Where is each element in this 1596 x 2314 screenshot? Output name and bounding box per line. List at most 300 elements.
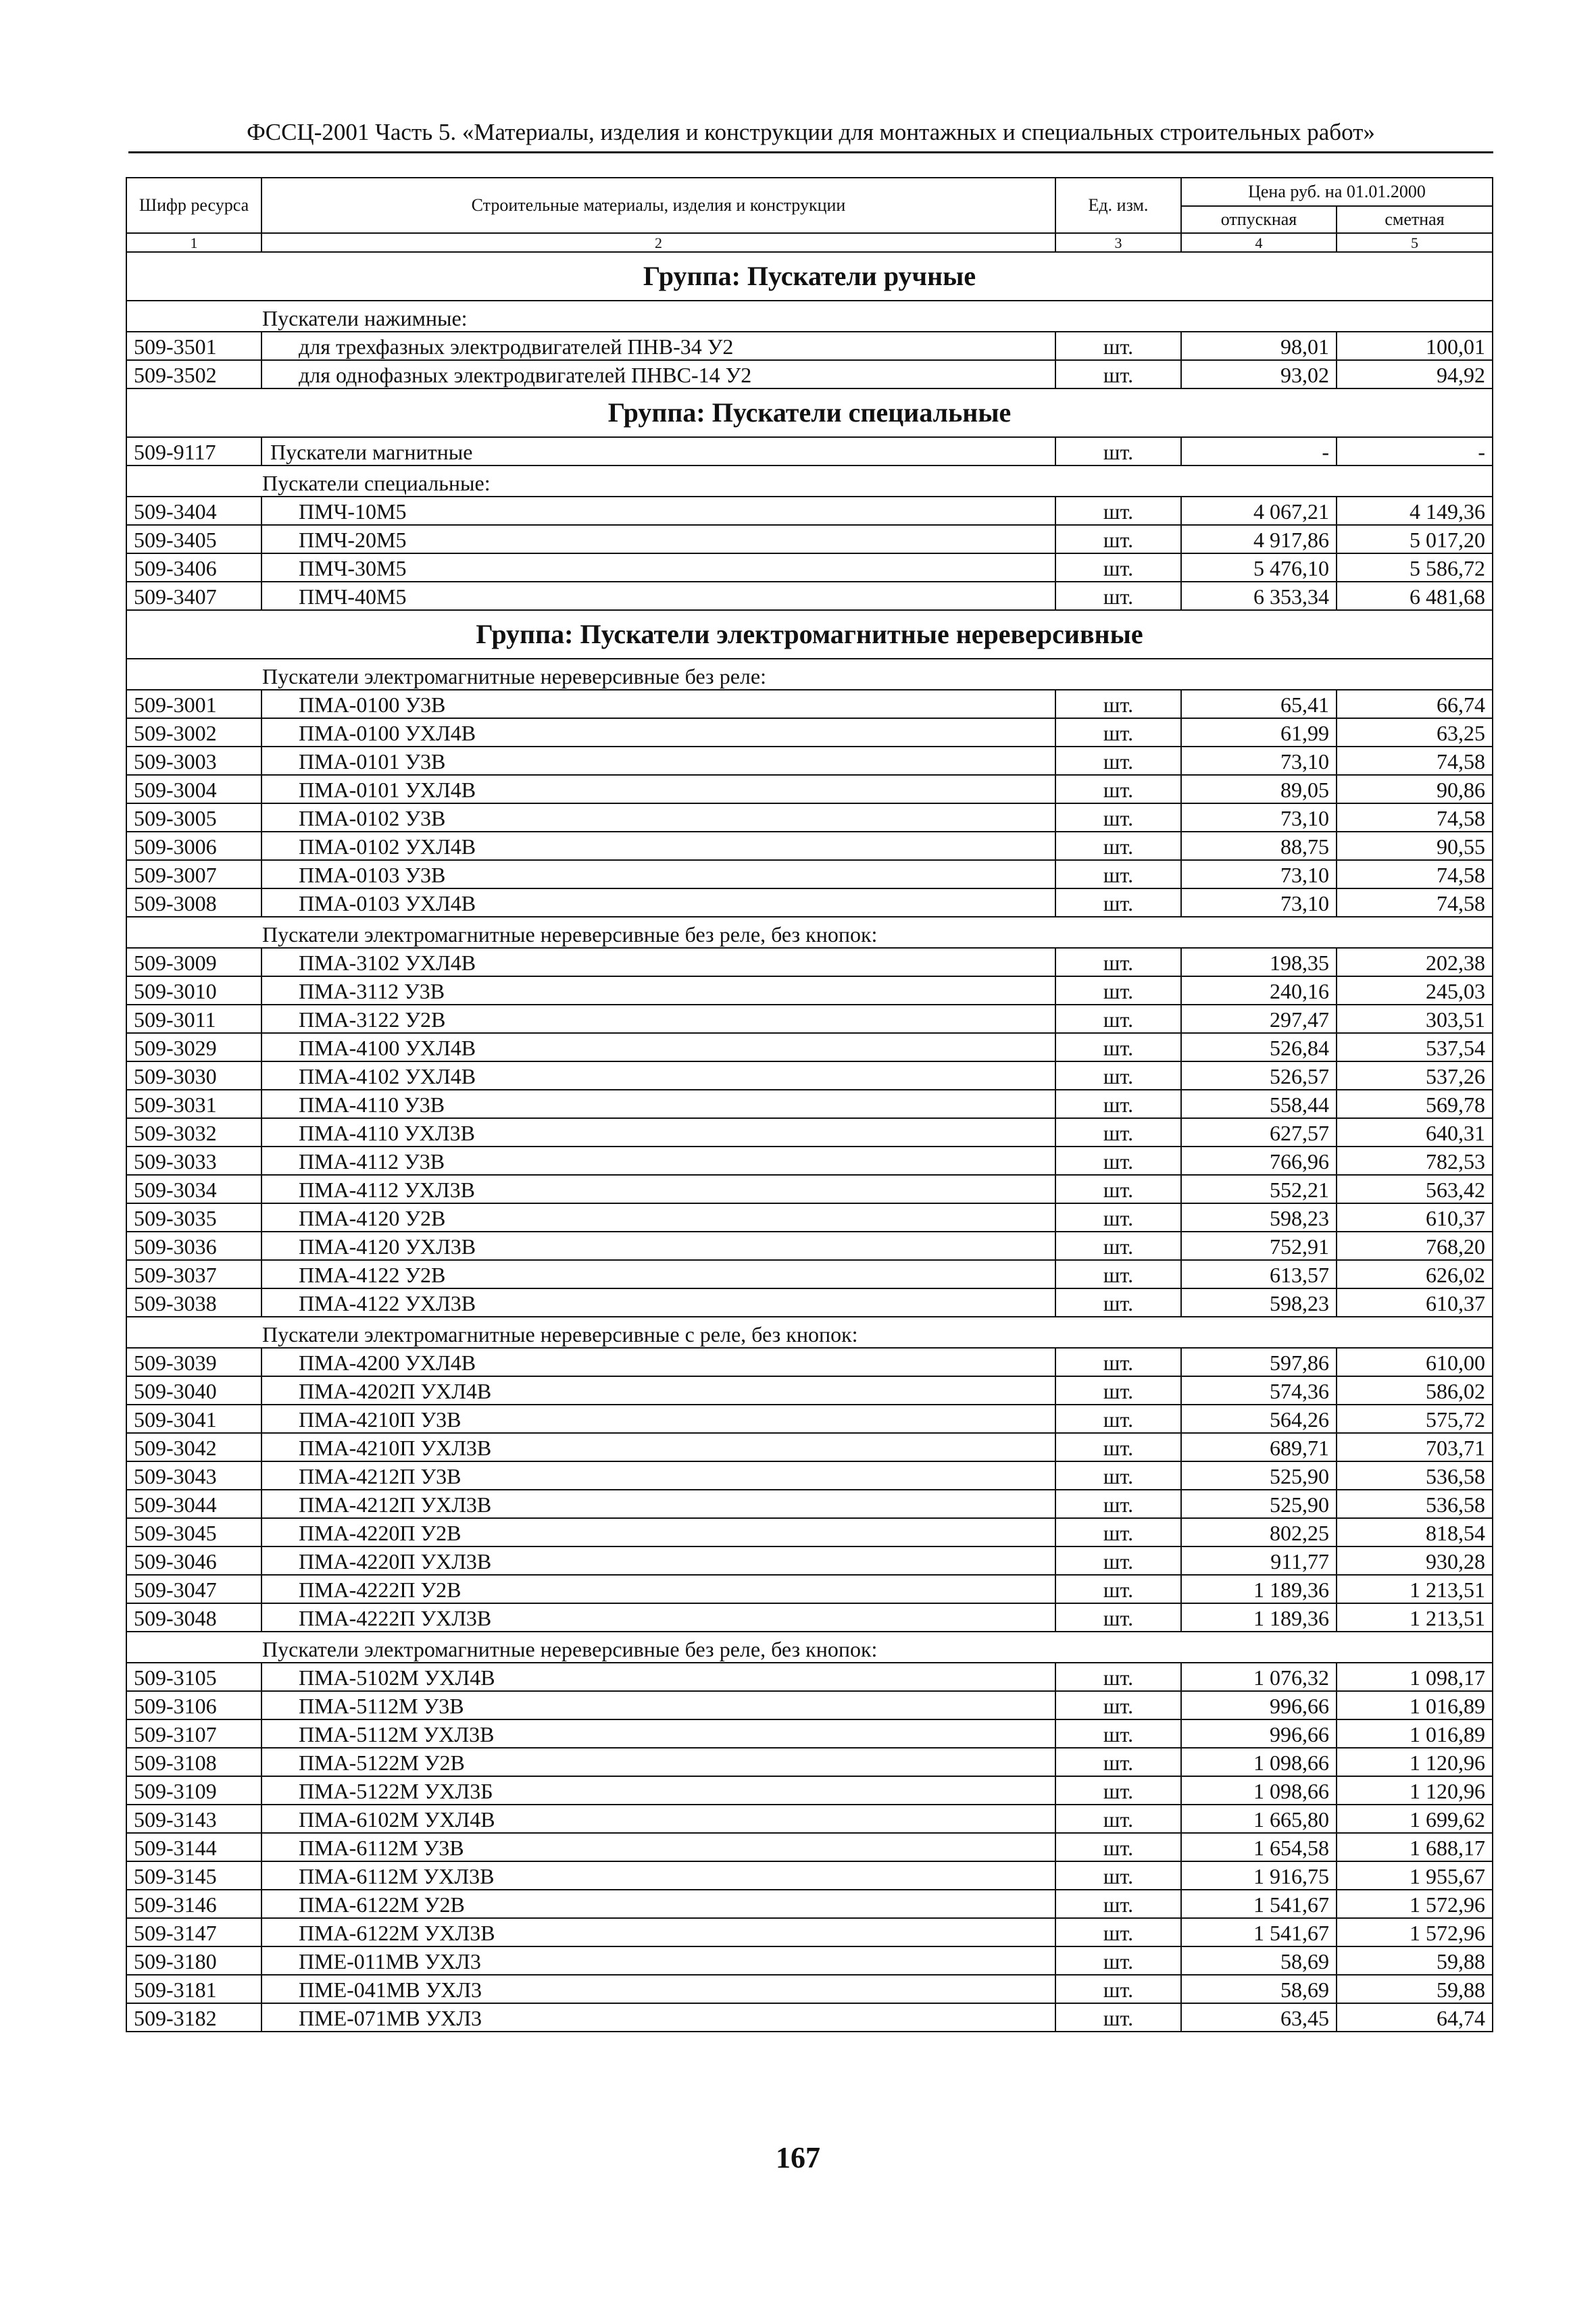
- table-header-row: [126, 178, 1493, 206]
- resource-code: 509-3046: [126, 1546, 261, 1575]
- estimate-price: 1 213,51: [1337, 1575, 1493, 1603]
- release-price: 4 067,21: [1181, 497, 1337, 525]
- table-row: [126, 948, 1493, 976]
- table-row: [126, 1061, 1493, 1090]
- estimate-price: 5 586,72: [1337, 553, 1493, 582]
- subgroup-row: [126, 1317, 1493, 1348]
- item-name: ПМА-0100 У3В: [261, 690, 1055, 718]
- estimate-price: 245,03: [1337, 976, 1493, 1005]
- resource-code: 509-3182: [126, 2003, 261, 2032]
- table-row: [126, 497, 1493, 525]
- table-row: [126, 1232, 1493, 1260]
- estimate-price: 63,25: [1337, 718, 1493, 747]
- item-name: ПМА-5122М УХЛ3Б: [261, 1776, 1055, 1805]
- item-unit: шт.: [1055, 1861, 1181, 1890]
- release-price: 1 541,67: [1181, 1890, 1337, 1918]
- item-name: ПМА-5102М УХЛ4В: [261, 1663, 1055, 1691]
- item-name: ПМЕ-071МВ УХЛ3: [261, 2003, 1055, 2032]
- item-name: ПМЧ-40М5: [261, 582, 1055, 610]
- resource-code: 509-3033: [126, 1147, 261, 1175]
- item-name: ПМА-0102 У3В: [261, 803, 1055, 832]
- estimate-price: 768,20: [1337, 1232, 1493, 1260]
- item-unit: шт.: [1055, 1147, 1181, 1175]
- release-price: 73,10: [1181, 888, 1337, 917]
- item-name: ПМА-4122 У2В: [261, 1260, 1055, 1288]
- item-name: ПМА-0100 УХЛ4В: [261, 718, 1055, 747]
- subgroup-row: [126, 1632, 1493, 1663]
- item-name: ПМА-4210П УХЛ3В: [261, 1433, 1055, 1461]
- table-row: [126, 1348, 1493, 1376]
- estimate-price: 536,58: [1337, 1461, 1493, 1490]
- item-unit: шт.: [1055, 582, 1181, 610]
- item-unit: шт.: [1055, 1376, 1181, 1405]
- item-name: ПМЕ-011МВ УХЛ3: [261, 1946, 1055, 1975]
- item-name: ПМА-4202П УХЛ4В: [261, 1376, 1055, 1405]
- release-price: 297,47: [1181, 1005, 1337, 1033]
- release-price: 996,66: [1181, 1691, 1337, 1719]
- item-unit: шт.: [1055, 1288, 1181, 1317]
- page-number: 167: [776, 2141, 820, 2174]
- item-name: для однофазных электродвигателей ПНВС-14 У2: [261, 360, 1055, 388]
- estimate-price: 569,78: [1337, 1090, 1493, 1118]
- item-unit: шт.: [1055, 1433, 1181, 1461]
- release-price: 73,10: [1181, 860, 1337, 888]
- estimate-price: 703,71: [1337, 1433, 1493, 1461]
- release-price: 627,57: [1181, 1118, 1337, 1147]
- estimate-price: 74,58: [1337, 860, 1493, 888]
- item-unit: шт.: [1055, 1805, 1181, 1833]
- release-price: 6 353,34: [1181, 582, 1337, 610]
- resource-code: 509-3004: [126, 775, 261, 803]
- resource-code: 509-3002: [126, 718, 261, 747]
- item-unit: шт.: [1055, 832, 1181, 860]
- release-price: 598,23: [1181, 1203, 1337, 1232]
- table-row: [126, 1603, 1493, 1632]
- estimate-price: 64,74: [1337, 2003, 1493, 2032]
- estimate-price: 303,51: [1337, 1005, 1493, 1033]
- resource-code: 509-3405: [126, 525, 261, 553]
- estimate-price: 1 699,62: [1337, 1805, 1493, 1833]
- column-number-row: [126, 233, 1493, 252]
- table-row: [126, 775, 1493, 803]
- item-unit: шт.: [1055, 1603, 1181, 1632]
- release-price: 5 476,10: [1181, 553, 1337, 582]
- resource-code: 509-3144: [126, 1833, 261, 1861]
- estimate-price: 536,58: [1337, 1490, 1493, 1518]
- table-row: [126, 976, 1493, 1005]
- col-header-code: Шифр ресурса: [126, 178, 261, 233]
- release-price: 1 189,36: [1181, 1603, 1337, 1632]
- resource-code: 509-3003: [126, 747, 261, 775]
- item-name: ПМА-6122М У2В: [261, 1890, 1055, 1918]
- item-name: ПМЧ-30М5: [261, 553, 1055, 582]
- release-price: 564,26: [1181, 1405, 1337, 1433]
- release-price: 4 917,86: [1181, 525, 1337, 553]
- resource-code: 509-3032: [126, 1118, 261, 1147]
- item-unit: шт.: [1055, 1663, 1181, 1691]
- release-price: 1 665,80: [1181, 1805, 1337, 1833]
- estimate-price: 59,88: [1337, 1946, 1493, 1975]
- resource-code: 509-3007: [126, 860, 261, 888]
- item-name: ПМА-4100 УХЛ4В: [261, 1033, 1055, 1061]
- item-unit: шт.: [1055, 1575, 1181, 1603]
- estimate-price: 74,58: [1337, 803, 1493, 832]
- subgroup-row: [126, 659, 1493, 690]
- item-unit: шт.: [1055, 1175, 1181, 1203]
- col-header-release: отпускная: [1181, 206, 1337, 233]
- subgroup-row: [126, 301, 1493, 332]
- table-row: [126, 332, 1493, 360]
- item-unit: шт.: [1055, 1719, 1181, 1748]
- item-name: ПМЧ-20М5: [261, 525, 1055, 553]
- estimate-price: 586,02: [1337, 1376, 1493, 1405]
- release-price: 88,75: [1181, 832, 1337, 860]
- table-row: [126, 1461, 1493, 1490]
- item-unit: шт.: [1055, 497, 1181, 525]
- item-name: ПМА-0101 У3В: [261, 747, 1055, 775]
- table-row: [126, 718, 1493, 747]
- table-row: [126, 360, 1493, 388]
- col-header-price: Цена руб. на 01.01.2000: [1181, 178, 1493, 206]
- estimate-price: 610,00: [1337, 1348, 1493, 1376]
- item-unit: шт.: [1055, 948, 1181, 976]
- release-price: 73,10: [1181, 803, 1337, 832]
- resource-code: 509-3010: [126, 976, 261, 1005]
- table-row: [126, 1033, 1493, 1061]
- release-price: 89,05: [1181, 775, 1337, 803]
- estimate-price: 1 098,17: [1337, 1663, 1493, 1691]
- table-row: [126, 553, 1493, 582]
- item-unit: шт.: [1055, 1975, 1181, 2003]
- table-row: [126, 437, 1493, 466]
- item-unit: шт.: [1055, 1405, 1181, 1433]
- resource-code: 509-3146: [126, 1890, 261, 1918]
- resource-code: 509-3001: [126, 690, 261, 718]
- resource-code: 509-3106: [126, 1691, 261, 1719]
- col-header-name: Строительные материалы, изделия и конструкции: [261, 178, 1055, 233]
- estimate-price: 1 572,96: [1337, 1918, 1493, 1946]
- item-name: ПМА-6122М УХЛ3В: [261, 1918, 1055, 1946]
- estimate-price: 563,42: [1337, 1175, 1493, 1203]
- release-price: 996,66: [1181, 1719, 1337, 1748]
- column-number: 1: [126, 233, 261, 252]
- table-row: [126, 1748, 1493, 1776]
- table-row: [126, 1118, 1493, 1147]
- estimate-price: 59,88: [1337, 1975, 1493, 2003]
- item-name: ПМА-0103 УХЛ4В: [261, 888, 1055, 917]
- column-number: 5: [1337, 233, 1493, 252]
- table-row: [126, 2003, 1493, 2032]
- item-name: ПМА-6102М УХЛ4В: [261, 1805, 1055, 1833]
- resource-code: 509-3008: [126, 888, 261, 917]
- release-price: 58,69: [1181, 1975, 1337, 2003]
- item-name: ПМА-3102 УХЛ4В: [261, 948, 1055, 976]
- table-row: [126, 1260, 1493, 1288]
- item-unit: шт.: [1055, 1033, 1181, 1061]
- table-row: [126, 832, 1493, 860]
- release-price: 613,57: [1181, 1260, 1337, 1288]
- resource-code: 509-3036: [126, 1232, 261, 1260]
- estimate-price: 818,54: [1337, 1518, 1493, 1546]
- item-unit: шт.: [1055, 775, 1181, 803]
- column-number: 4: [1181, 233, 1337, 252]
- item-name: ПМА-4222П У2В: [261, 1575, 1055, 1603]
- release-price: 1 916,75: [1181, 1861, 1337, 1890]
- item-name: ПМЕ-041МВ УХЛ3: [261, 1975, 1055, 2003]
- release-price: 689,71: [1181, 1433, 1337, 1461]
- item-name: ПМА-6112М У3В: [261, 1833, 1055, 1861]
- item-unit: шт.: [1055, 747, 1181, 775]
- release-price: 1 189,36: [1181, 1575, 1337, 1603]
- resource-code: 509-3109: [126, 1776, 261, 1805]
- estimate-price: 610,37: [1337, 1203, 1493, 1232]
- table-row: [126, 1203, 1493, 1232]
- release-price: 240,16: [1181, 976, 1337, 1005]
- estimate-price: 1 213,51: [1337, 1603, 1493, 1632]
- resource-code: 509-3180: [126, 1946, 261, 1975]
- release-price: 65,41: [1181, 690, 1337, 718]
- item-name: ПМА-0103 У3В: [261, 860, 1055, 888]
- resource-code: 509-3039: [126, 1348, 261, 1376]
- subgroup-row: [126, 466, 1493, 497]
- resource-code: 509-3404: [126, 497, 261, 525]
- item-unit: шт.: [1055, 2003, 1181, 2032]
- price-table: [126, 177, 1493, 2032]
- item-name: ПМА-4120 УХЛ3В: [261, 1232, 1055, 1260]
- subgroup-row: [126, 917, 1493, 948]
- resource-code: 509-3031: [126, 1090, 261, 1118]
- group-heading: Группа: Пускатели специальные: [126, 388, 1493, 437]
- estimate-price: 1 016,89: [1337, 1719, 1493, 1748]
- estimate-price: 90,55: [1337, 832, 1493, 860]
- release-price: 598,23: [1181, 1288, 1337, 1317]
- estimate-price: 782,53: [1337, 1147, 1493, 1175]
- table-row: [126, 1946, 1493, 1975]
- table-row: [126, 1490, 1493, 1518]
- estimate-price: 610,37: [1337, 1288, 1493, 1317]
- table-row: [126, 1376, 1493, 1405]
- release-price: 574,36: [1181, 1376, 1337, 1405]
- item-unit: шт.: [1055, 1918, 1181, 1946]
- item-unit: шт.: [1055, 1090, 1181, 1118]
- item-name: ПМА-4212П У3В: [261, 1461, 1055, 1490]
- resource-code: 509-3030: [126, 1061, 261, 1090]
- resource-code: 509-3048: [126, 1603, 261, 1632]
- item-name: ПМА-4122 УХЛ3В: [261, 1288, 1055, 1317]
- release-price: 1 098,66: [1181, 1748, 1337, 1776]
- release-price: 911,77: [1181, 1546, 1337, 1575]
- release-price: 766,96: [1181, 1147, 1337, 1175]
- item-unit: шт.: [1055, 1490, 1181, 1518]
- item-name: ПМА-6112М УХЛ3В: [261, 1861, 1055, 1890]
- resource-code: 509-3105: [126, 1663, 261, 1691]
- release-price: 1 098,66: [1181, 1776, 1337, 1805]
- resource-code: 509-3107: [126, 1719, 261, 1748]
- item-unit: шт.: [1055, 718, 1181, 747]
- table-row: [126, 690, 1493, 718]
- table-row: [126, 1975, 1493, 2003]
- resource-code: 509-3009: [126, 948, 261, 976]
- resource-code: 509-3043: [126, 1461, 261, 1490]
- item-name: ПМА-4222П УХЛ3В: [261, 1603, 1055, 1632]
- subgroup-heading: Пускатели электромагнитные нереверсивные с реле, без кнопок:: [126, 1317, 1493, 1348]
- table-row: [126, 1691, 1493, 1719]
- estimate-price: 90,86: [1337, 775, 1493, 803]
- table-row: [126, 747, 1493, 775]
- table-row: [126, 1546, 1493, 1575]
- subgroup-heading: Пускатели нажимные:: [126, 301, 1493, 332]
- table-row: [126, 1918, 1493, 1946]
- table-row: [126, 1805, 1493, 1833]
- item-unit: шт.: [1055, 1203, 1181, 1232]
- resource-code: 509-3045: [126, 1518, 261, 1546]
- item-unit: шт.: [1055, 1748, 1181, 1776]
- estimate-price: 6 481,68: [1337, 582, 1493, 610]
- item-unit: шт.: [1055, 1776, 1181, 1805]
- item-unit: шт.: [1055, 1260, 1181, 1288]
- release-price: 1 076,32: [1181, 1663, 1337, 1691]
- group-heading-row: [126, 252, 1493, 301]
- table-row: [126, 1663, 1493, 1691]
- release-price: 93,02: [1181, 360, 1337, 388]
- item-name: ПМА-4112 У3В: [261, 1147, 1055, 1175]
- item-unit: шт.: [1055, 1005, 1181, 1033]
- item-unit: шт.: [1055, 1348, 1181, 1376]
- column-number: 2: [261, 233, 1055, 252]
- resource-code: 509-3502: [126, 360, 261, 388]
- price-table-body: [126, 178, 1493, 2032]
- item-name: ПМА-4220П УХЛ3В: [261, 1546, 1055, 1575]
- table-row: [126, 582, 1493, 610]
- release-price: 98,01: [1181, 332, 1337, 360]
- table-row: [126, 888, 1493, 917]
- release-price: 525,90: [1181, 1490, 1337, 1518]
- estimate-price: 1 016,89: [1337, 1691, 1493, 1719]
- item-name: ПМА-4110 УХЛ3В: [261, 1118, 1055, 1147]
- item-name: ПМА-0101 УХЛ4В: [261, 775, 1055, 803]
- subgroup-heading: Пускатели электромагнитные нереверсивные без реле, без кнопок:: [126, 1632, 1493, 1663]
- resource-code: 509-3037: [126, 1260, 261, 1288]
- estimate-price: 1 955,67: [1337, 1861, 1493, 1890]
- subgroup-heading: Пускатели специальные:: [126, 466, 1493, 497]
- release-price: 526,84: [1181, 1033, 1337, 1061]
- item-name: ПМА-5122М У2В: [261, 1748, 1055, 1776]
- table-row: [126, 1719, 1493, 1748]
- resource-code: 509-3041: [126, 1405, 261, 1433]
- resource-code: 509-3181: [126, 1975, 261, 2003]
- item-unit: шт.: [1055, 1061, 1181, 1090]
- col-header-unit: Ед. изм.: [1055, 178, 1181, 233]
- table-row: [126, 1175, 1493, 1203]
- estimate-price: 94,92: [1337, 360, 1493, 388]
- release-price: 61,99: [1181, 718, 1337, 747]
- resource-code: 509-3034: [126, 1175, 261, 1203]
- item-unit: шт.: [1055, 1691, 1181, 1719]
- item-unit: шт.: [1055, 553, 1181, 582]
- resource-code: 509-3011: [126, 1005, 261, 1033]
- group-heading-row: [126, 388, 1493, 437]
- resource-code: 509-3040: [126, 1376, 261, 1405]
- resource-code: 509-3038: [126, 1288, 261, 1317]
- group-heading: Группа: Пускатели ручные: [126, 252, 1493, 301]
- resource-code: 509-3145: [126, 1861, 261, 1890]
- item-name: ПМА-4220П У2В: [261, 1518, 1055, 1546]
- estimate-price: 202,38: [1337, 948, 1493, 976]
- estimate-price: 930,28: [1337, 1546, 1493, 1575]
- table-row: [126, 1861, 1493, 1890]
- item-unit: шт.: [1055, 690, 1181, 718]
- estimate-price: 626,02: [1337, 1260, 1493, 1288]
- table-row: [126, 1433, 1493, 1461]
- resource-code: 509-3006: [126, 832, 261, 860]
- page-header: ФССЦ-2001 Часть 5. «Материалы, изделия и конструкции для монтажных и специальных строительных работ»: [128, 114, 1493, 153]
- table-row: [126, 1288, 1493, 1317]
- release-price: 526,57: [1181, 1061, 1337, 1090]
- item-unit: шт.: [1055, 1118, 1181, 1147]
- item-unit: шт.: [1055, 1518, 1181, 1546]
- table-row: [126, 525, 1493, 553]
- item-unit: шт.: [1055, 1833, 1181, 1861]
- item-unit: шт.: [1055, 360, 1181, 388]
- resource-code: 509-3005: [126, 803, 261, 832]
- estimate-price: 66,74: [1337, 690, 1493, 718]
- resource-code: 509-3035: [126, 1203, 261, 1232]
- estimate-price: 537,26: [1337, 1061, 1493, 1090]
- item-unit: шт.: [1055, 437, 1181, 466]
- item-unit: шт.: [1055, 1232, 1181, 1260]
- table-row: [126, 803, 1493, 832]
- table-row: [126, 1147, 1493, 1175]
- item-unit: шт.: [1055, 332, 1181, 360]
- resource-code: 509-3406: [126, 553, 261, 582]
- table-row: [126, 1405, 1493, 1433]
- estimate-price: 4 149,36: [1337, 497, 1493, 525]
- estimate-price: -: [1337, 437, 1493, 466]
- estimate-price: 100,01: [1337, 332, 1493, 360]
- item-unit: шт.: [1055, 976, 1181, 1005]
- release-price: 1 541,67: [1181, 1918, 1337, 1946]
- table-row: [126, 1090, 1493, 1118]
- estimate-price: 74,58: [1337, 747, 1493, 775]
- item-unit: шт.: [1055, 1546, 1181, 1575]
- subgroup-heading: Пускатели электромагнитные нереверсивные без реле, без кнопок:: [126, 917, 1493, 948]
- release-price: 752,91: [1181, 1232, 1337, 1260]
- item-name: ПМА-4102 УХЛ4В: [261, 1061, 1055, 1090]
- estimate-price: 1 120,96: [1337, 1748, 1493, 1776]
- item-name: ПМА-0102 УХЛ4В: [261, 832, 1055, 860]
- item-name: ПМЧ-10М5: [261, 497, 1055, 525]
- release-price: 63,45: [1181, 2003, 1337, 2032]
- release-price: 802,25: [1181, 1518, 1337, 1546]
- resource-code: 509-3501: [126, 332, 261, 360]
- item-name: Пускатели магнитные: [261, 437, 1055, 466]
- estimate-price: 640,31: [1337, 1118, 1493, 1147]
- table-row: [126, 860, 1493, 888]
- estimate-price: 1 120,96: [1337, 1776, 1493, 1805]
- release-price: 525,90: [1181, 1461, 1337, 1490]
- item-unit: шт.: [1055, 1461, 1181, 1490]
- item-name: ПМА-5112М УХЛ3В: [261, 1719, 1055, 1748]
- resource-code: 509-3143: [126, 1805, 261, 1833]
- item-unit: шт.: [1055, 1946, 1181, 1975]
- resource-code: 509-3108: [126, 1748, 261, 1776]
- estimate-price: 575,72: [1337, 1405, 1493, 1433]
- estimate-price: 537,54: [1337, 1033, 1493, 1061]
- resource-code: 509-3047: [126, 1575, 261, 1603]
- table-row: [126, 1575, 1493, 1603]
- estimate-price: 74,58: [1337, 888, 1493, 917]
- resource-code: 509-3029: [126, 1033, 261, 1061]
